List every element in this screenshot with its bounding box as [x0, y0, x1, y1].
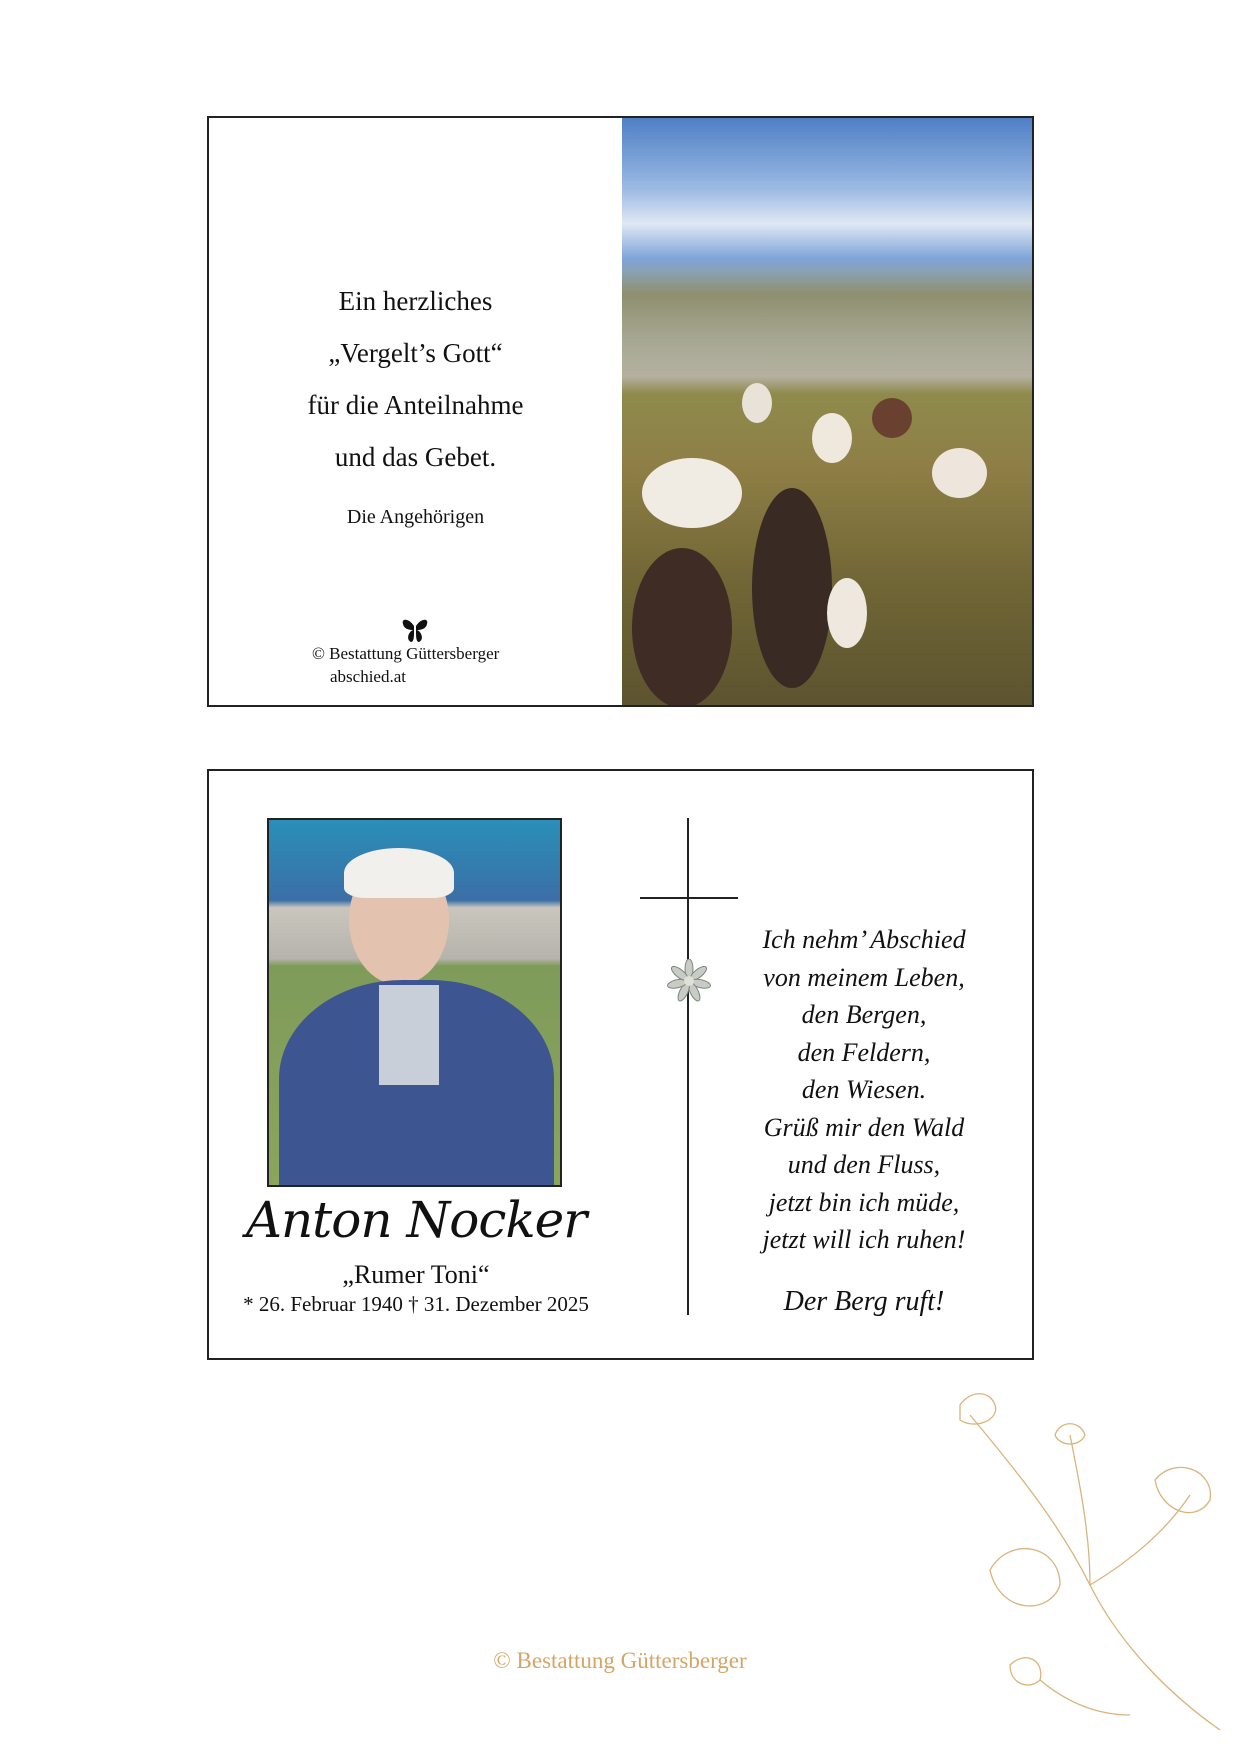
website-text: abschied.at [330, 667, 406, 686]
thanks-line: und das Gebet. [334, 442, 497, 472]
poem-line: Grüß mir den Wald [763, 1112, 965, 1142]
thanks-line: Ein herzliches [338, 286, 493, 316]
life-dates: * 26. Februar 1940 † 31. Dezember 2025 [243, 1292, 589, 1316]
motto: Der Berg ruft! [783, 1286, 945, 1317]
cross-bar [640, 897, 738, 899]
poem-line: den Wiesen. [801, 1075, 927, 1104]
poem-line: den Bergen, [801, 1000, 927, 1029]
thanks-card [207, 116, 1034, 707]
credit-text: © Bestattung Güttersberger [312, 644, 500, 663]
nickname: „Rumer Toni“ [342, 1260, 490, 1289]
memorial-card [207, 769, 1034, 1360]
butterfly-icon [401, 618, 429, 644]
signature: Die Angehörigen [346, 506, 485, 528]
poem-line: jetzt bin ich müde, [768, 1187, 960, 1217]
floral-decoration-icon [940, 1385, 1230, 1735]
poem-line: jetzt will ich ruhen! [762, 1225, 966, 1254]
poem-line: den Feldern, [797, 1037, 931, 1067]
deceased-name: Anton Nocker [245, 1191, 587, 1249]
thanks-line: „Vergelt’s Gott“ [328, 338, 503, 368]
footer-copyright: © Bestattung Güttersberger [493, 1648, 747, 1673]
deceased-portrait-photo [267, 818, 562, 1187]
poem [719, 921, 1009, 1259]
edelweiss-icon [667, 959, 711, 1003]
poem-line: und den Fluss, [787, 1150, 941, 1179]
thanks-line: für die Anteilnahme [307, 390, 524, 420]
sheep-landscape-photo [622, 118, 1032, 705]
poem-line: von meinem Leben, [763, 962, 965, 992]
cross-icon [687, 818, 689, 1315]
poem-line: Ich nehm’ Abschied [762, 925, 966, 954]
